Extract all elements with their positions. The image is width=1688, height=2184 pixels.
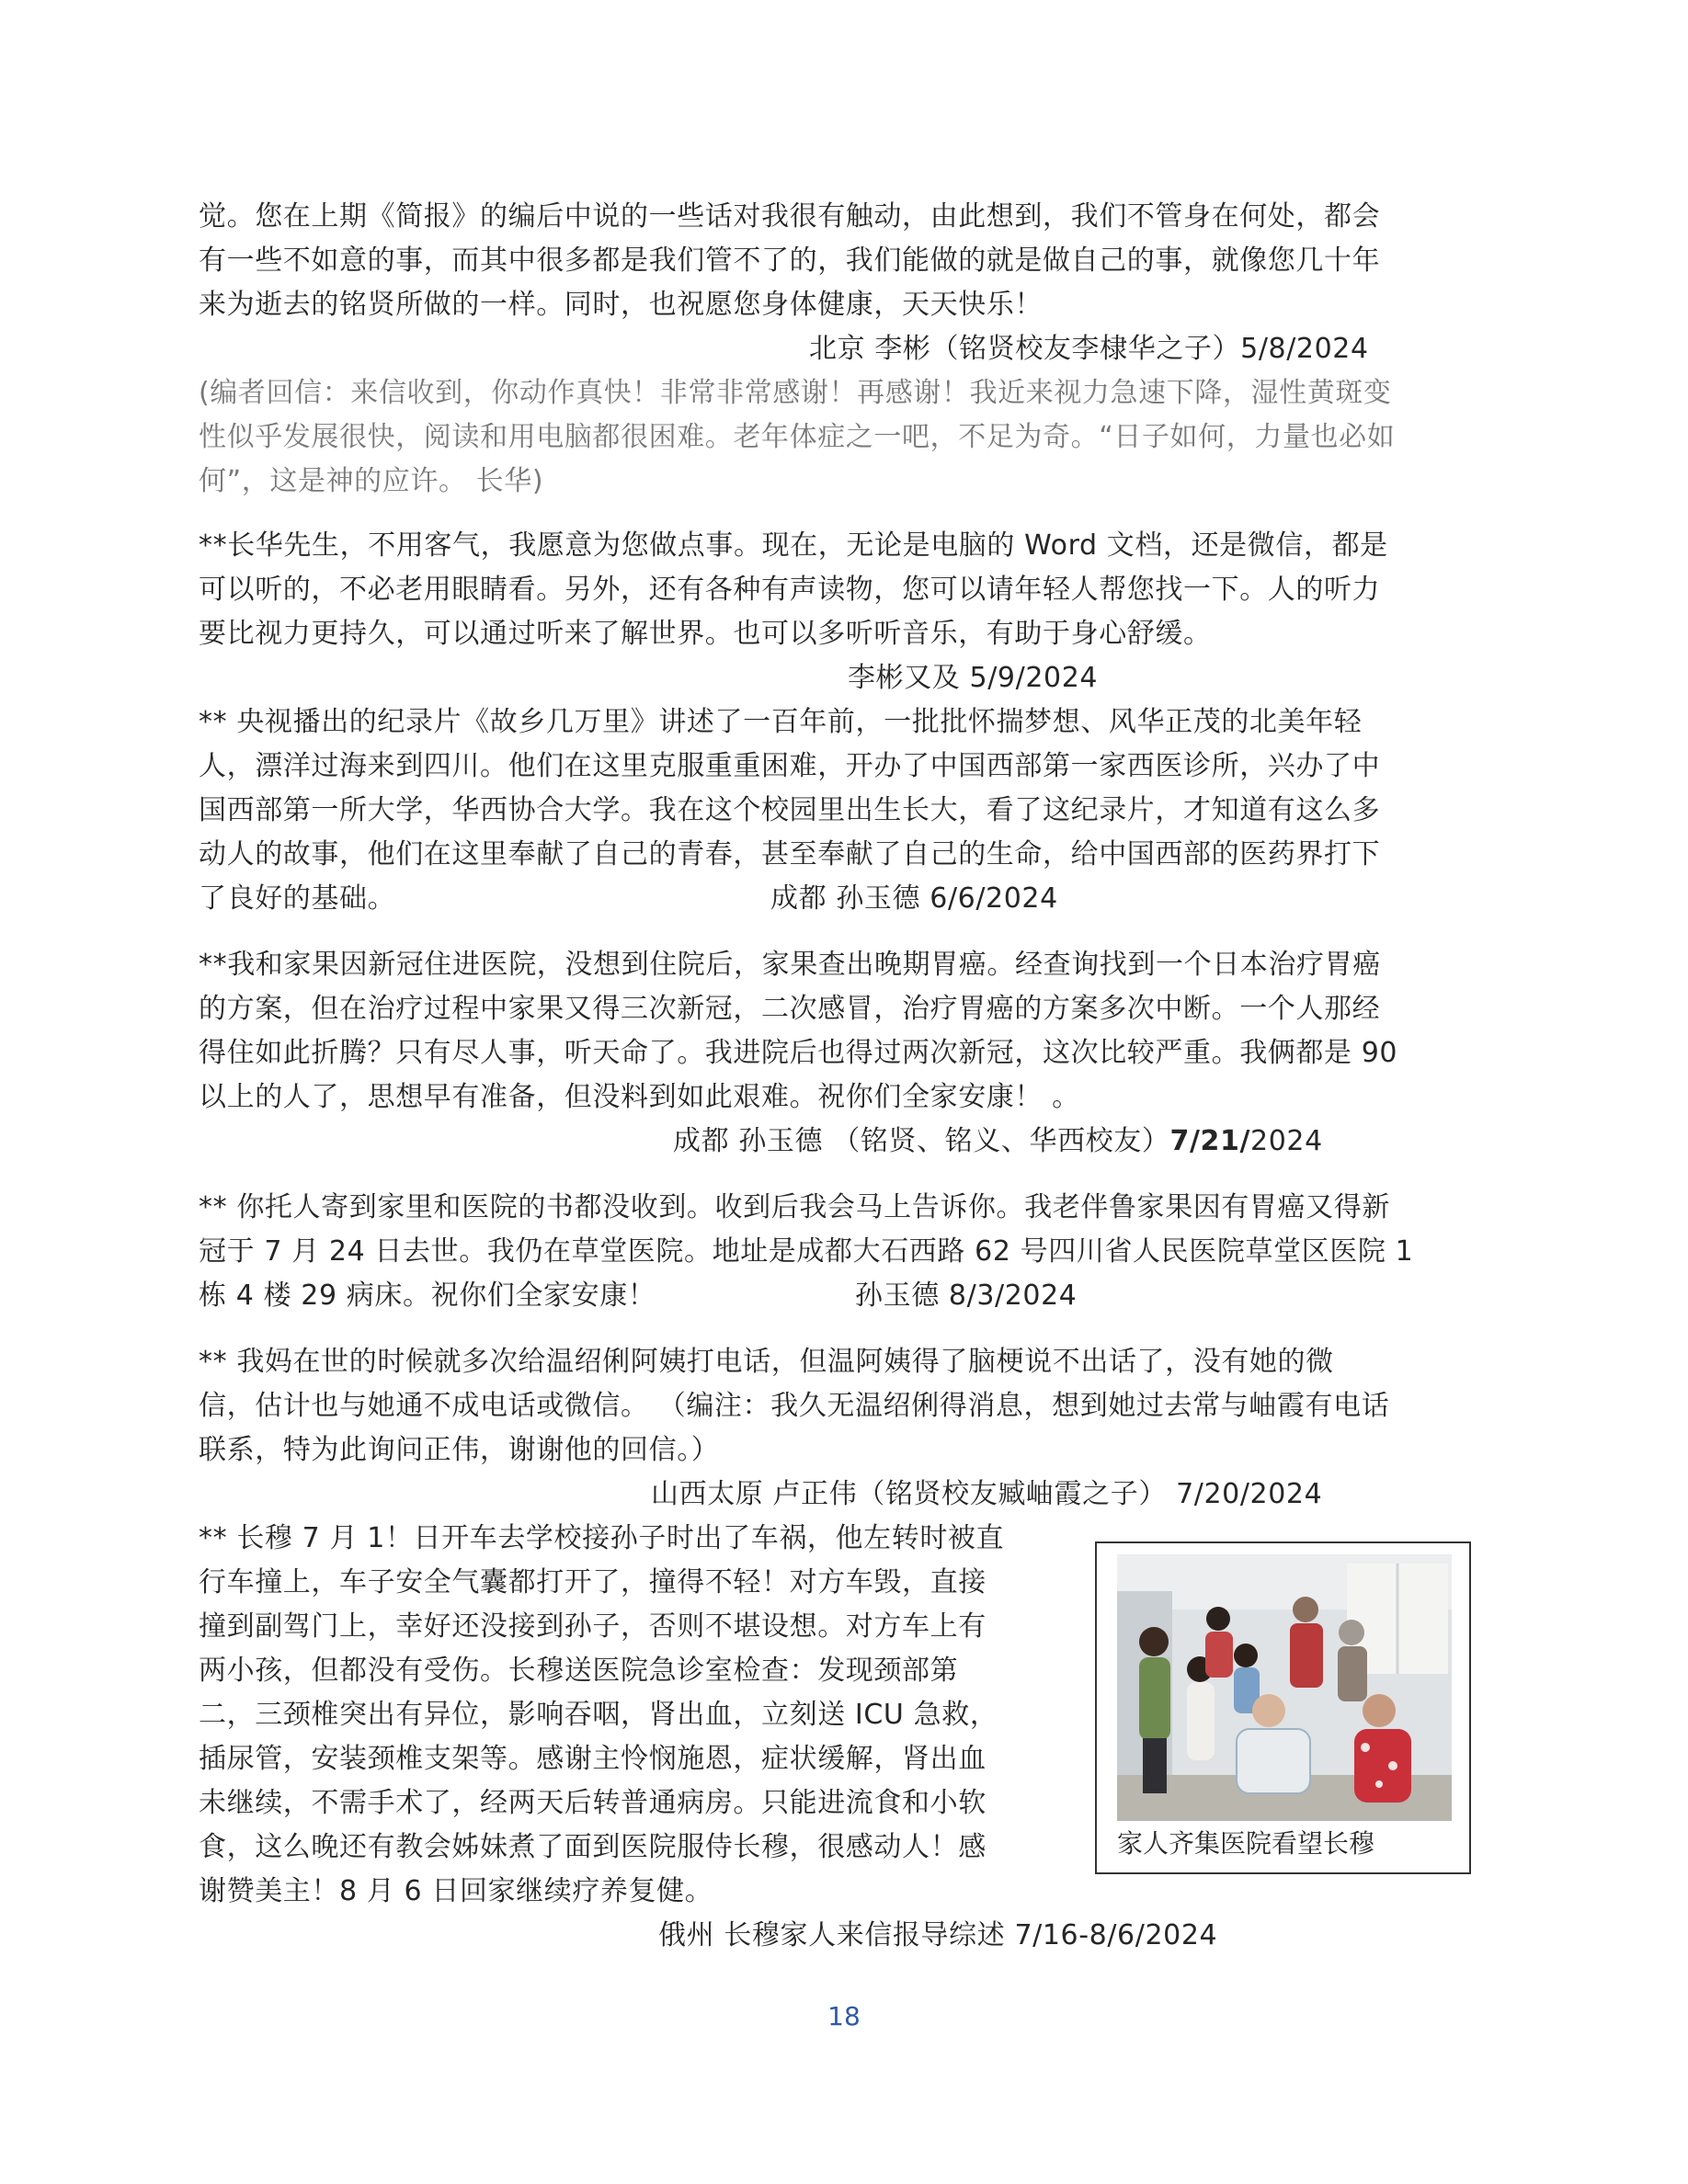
text-line: 冠于 7 月 24 日去世。我仍在草堂医院。地址是成都大石西路 62 号四川省人民医院草堂区医院 1: [199, 1235, 1414, 1268]
text-line: (编者回信：来信收到，你动作真快！非常非常感谢！再感谢！我近来视力急速下降，湿性黄斑变: [199, 377, 1392, 409]
letter-li-bin-paragraph: [199, 195, 1497, 327]
letter-li-bin-followup: [199, 524, 1497, 656]
text-line: 栋 4 楼 29 病床。祝你们全家安康！: [199, 1280, 656, 1312]
letter-signature: 成都 孙玉德 6/6/2024: [770, 882, 1058, 915]
text-line: 以上的人了，思想早有准备，但没料到如此艰难。祝你们全家安康！ 。: [199, 1081, 1080, 1113]
text-line: ** 长穆 7 月 1！日开车去学校接孙子时出了车祸，他左转时被直: [199, 1522, 1005, 1554]
letter-sun-yude-passing: [199, 1186, 1497, 1318]
text-line: 何”，这是神的应许。 长华): [199, 465, 544, 497]
photo-caption: 家人齐集医院看望长穆: [1117, 1828, 1375, 1859]
text-line: ** 你托人寄到家里和医院的书都没收到。收到后我会马上告诉你。我老伴鲁家果因有胃癌又得新: [199, 1191, 1390, 1223]
family-hospital-photo: [1117, 1554, 1452, 1821]
editor-reply-paragraph: [199, 371, 1497, 504]
letter-sun-yude-hospital: [199, 943, 1497, 1120]
signature-text: 成都 孙玉德 （铭贤、铭义、华西校友）: [673, 1125, 1170, 1157]
text-line: 联系，特为此询问正伟，谢谢他的回信。）: [199, 1434, 720, 1466]
signature-year: 2024: [1250, 1125, 1323, 1157]
photo-frame: [1095, 1541, 1471, 1874]
text-line: 的方案，但在治疗过程中家果又得三次新冠，二次感冒，治疗胃癌的方案多次中断。一个人那经: [199, 993, 1381, 1025]
text-line: 得住如此折腾？只有尽人事，听天命了。我进院后也得过两次新冠，这次比较严重。我俩都是 90: [199, 1037, 1398, 1069]
letter-signature: 李彬又及 5/9/2024: [848, 662, 1099, 694]
signature-date-bold: 7/21/: [1169, 1125, 1251, 1157]
letter-signature: [673, 1120, 1323, 1164]
text-line: 国西部第一所大学，华西协合大学。我在这个校园里出生长大，看了这纪录片，才知道有这么多: [199, 794, 1381, 826]
text-line: ** 央视播出的纪录片《故乡几万里》讲述了一百年前，一批批怀揣梦想、风华正茂的北美年轻: [199, 706, 1363, 738]
text-line: 要比视力更持久，可以通过听来了解世界。也可以多听听音乐，有助于身心舒缓。: [199, 618, 1212, 650]
letter-changmu-accident: [199, 1517, 1044, 1914]
text-line: 食，这么晚还有教会姊妹煮了面到医院服侍长穆，很感动人！感: [199, 1831, 987, 1863]
text-line: 有一些不如意的事，而其中很多都是我们管不了的，我们能做的就是做自己的事，就像您几十年: [199, 245, 1381, 277]
text-line: 撞到副驾门上，幸好还没接到孙子，否则不堪设想。对方车上有: [199, 1610, 987, 1643]
text-line: 行车撞上，车子安全气囊都打开了，撞得不轻！对方车毁，直接: [199, 1566, 987, 1598]
page-number: 18: [827, 2001, 861, 2031]
text-line: 二，三颈椎突出有异位，影响吞咽，肾出血，立刻送 ICU 急救，: [199, 1699, 998, 1731]
text-line: 谢赞美主！8 月 6 日回家继续疗养复健。: [199, 1875, 713, 1907]
text-line: **长华先生，不用客气，我愿意为您做点事。现在，无论是电脑的 Word 文档，还是微信，都是: [199, 529, 1388, 562]
text-line: 动人的故事，他们在这里奉献了自己的青春，甚至奉献了自己的生命，给中国西部的医药界打下: [199, 838, 1381, 870]
letter-signature: 山西太原 卢正伟（铭贤校友臧岫霞之子） 7/20/2024: [651, 1478, 1323, 1510]
text-line: 了良好的基础。: [199, 882, 396, 915]
letter-lu-zhengwei: [199, 1340, 1497, 1473]
text-line: 性似乎发展很快，阅读和用电脑都很困难。老年体症之一吧，不足为奇。“日子如何，力量也必如: [199, 421, 1396, 453]
letter-signature: 孙玉德 8/3/2024: [855, 1280, 1078, 1312]
text-line: 插尿管，安装颈椎支架等。感谢主怜悯施恩，症状缓解，肾出血: [199, 1743, 987, 1775]
letter-signature: 北京 李彬（铭贤校友李棣华之子）5/8/2024: [809, 333, 1369, 365]
letter-signature: 俄州 长穆家人来信报导综述 7/16-8/6/2024: [658, 1919, 1218, 1951]
text-line: **我和家果因新冠住进医院，没想到住院后，家果查出晚期胃癌。经查询找到一个日本治疗胃癌: [199, 949, 1381, 981]
text-line: 可以听的，不必老用眼睛看。另外，还有各种有声读物，您可以请年轻人帮您找一下。人的听力: [199, 574, 1381, 606]
text-line: 来为逝去的铭贤所做的一样。同时，也祝愿您身体健康，天天快乐！: [199, 289, 1043, 321]
text-line: 未继续，不需手术了，经两天后转普通病房。只能进流食和小软: [199, 1787, 987, 1819]
family-photo-illustration: [1117, 1554, 1452, 1821]
text-line: 信，估计也与她通不成电话或微信。 （编注：我久无温绍俐得消息，想到她过去常与岫霞有电话: [199, 1390, 1390, 1422]
text-line: 觉。您在上期《简报》的编后中说的一些话对我很有触动，由此想到，我们不管身在何处，都会: [199, 200, 1381, 233]
text-line: ** 我妈在世的时候就多次给温绍俐阿姨打电话，但温阿姨得了脑梗说不出话了，没有她的微: [199, 1346, 1334, 1378]
text-line: 人，漂洋过海来到四川。他们在这里克服重重困难，开办了中国西部第一家西医诊所，兴办了中: [199, 750, 1381, 782]
text-line: 两小孩，但都没有受伤。长穆送医院急诊室检查：发现颈部第: [199, 1655, 959, 1687]
